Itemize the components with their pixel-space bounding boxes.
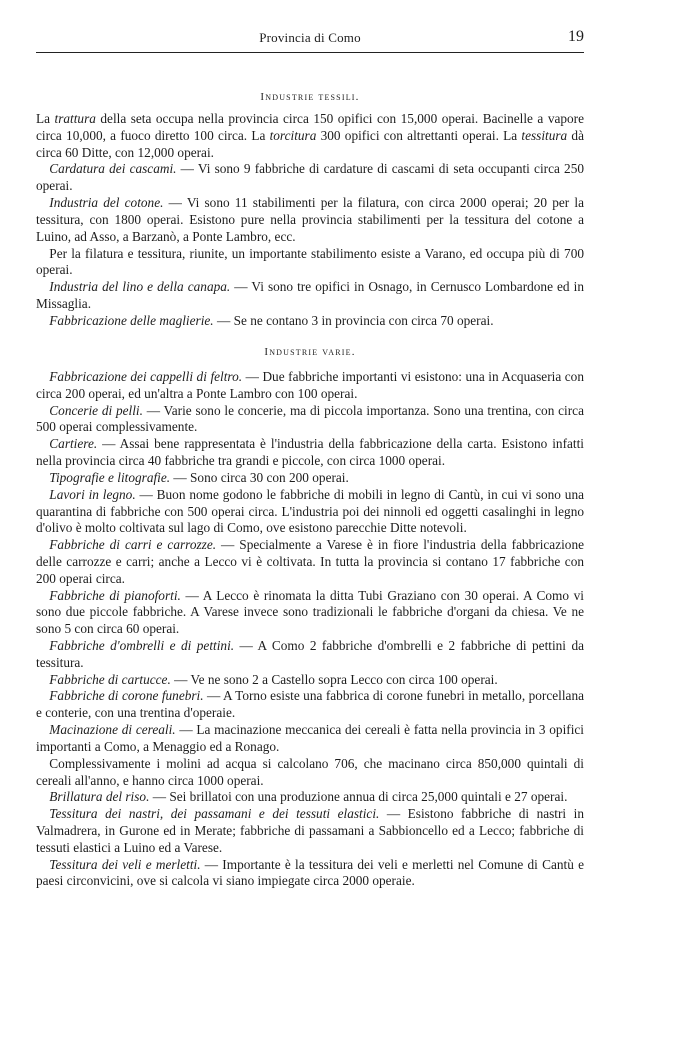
paragraph-text: — A Lecco è rinomata la ditta Tubi Graziano con 30 operai. A Como vi sono due piccole fabbriche. A Varese invece sono tradizionali le fabbriche d'organi da chiesa. Ve ne sono 5 con circa 60 operai.	[36, 587, 584, 637]
paragraph-text: — Sei brillatoi con una produzione annua di circa 25,000 quintali e 27 operai.	[149, 789, 568, 805]
paragraph-tipografie	[36, 470, 584, 487]
paragraph-cotone	[36, 195, 584, 245]
paragraph-corone	[36, 688, 584, 722]
paragraph-text: — Assai bene rappresentata è l'industria della fabbricazione della carta. Esistono infatti nella provincia circa 40 fabbriche tra grandi e piccole, con circa 1000 operai.	[36, 436, 584, 469]
paragraph-text: — Vi sono 9 fabbriche di cardature di cascami di seta occupanti circa 250 operai.	[36, 161, 584, 194]
section-heading-textile: Industrie tessili.	[260, 91, 360, 103]
paragraph-lead: Fabbriche d'ombrelli e di pettini.	[49, 638, 235, 653]
paragraph-lead: Tessitura dei nastri, dei passamani e dei tessuti elastici.	[49, 806, 380, 822]
paragraph-lead: Fabbriche di cartucce.	[49, 671, 171, 687]
paragraph-lead: Cardatura dei cascami.	[49, 161, 177, 177]
text-la: La	[36, 111, 55, 126]
paragraph-lead: Fabbriche di corone funebri.	[49, 688, 204, 704]
paragraph-ombrelli	[36, 638, 584, 672]
term-torcitura: torcitura	[269, 127, 317, 143]
paragraph-text: — Vi sono tre opifici in Osnago, in Cernusco Lombardone ed in Missaglia.	[36, 279, 584, 311]
paragraph-carri	[36, 537, 584, 587]
text-tessitura-rest: dà circa 60 Ditte, con 12,000 operai.	[36, 127, 584, 160]
paragraph-text: — Ve ne sono 2 a Castello sopra Lecco con circa 100 operai.	[170, 671, 498, 687]
paragraph-macinazione	[36, 722, 584, 756]
paragraph-lead: Industria del cotone.	[49, 195, 164, 211]
paragraph-cartiere	[36, 436, 584, 470]
paragraph-text: Per la filatura e tessitura, riunite, un importante stabilimento esiste a Varano, ed occupa più di 700 operai.	[36, 245, 584, 278]
section-body-varie	[36, 369, 584, 890]
term-tessitura: tessitura	[521, 127, 568, 143]
paragraph-text: — Due fabbriche importanti vi esistono: una in Acquaseria con circa 200 operai, ed un'altra a Ponte Lambro con 100 operai.	[36, 369, 584, 401]
text-trattura-rest: della seta occupa nella provincia circa 150 opifici con 15,000 operai. Bacinelle a vapore circa 10,000, a fuoco diretto 100 circa. La	[36, 111, 584, 143]
paragraph-text: — Importante è la tessitura dei veli e merletti nel Comune di Cantù e paesi circonvicini, ove si calcola vi siano impiegate circa 2000 operaie.	[36, 856, 584, 889]
section-body-textile	[36, 111, 584, 330]
header-rule	[36, 52, 584, 53]
paragraph-lead: Concerie di pelli.	[49, 402, 143, 418]
running-head	[36, 28, 584, 48]
paragraph-lead: Industria del lino e della canapa.	[49, 279, 231, 295]
paragraph-riso	[36, 789, 584, 806]
paragraph-lead: Lavori in legno.	[49, 486, 136, 502]
paragraph-lead: Fabbricazione dei cappelli di feltro.	[49, 369, 243, 384]
paragraph-pianoforti	[36, 588, 584, 638]
paragraph-maglierie	[36, 313, 584, 330]
paragraph-lead: Fabbriche di pianoforti.	[49, 587, 181, 603]
paragraph-cartucce	[36, 672, 584, 689]
paragraph-text: — Vi sono 11 stabilimenti per la filatura, con circa 2000 operai; 20 per la tessitura, con 1800 operai. Esistono pure nella provincia stabilimenti per la tessitura del cotone a Luino, ad Asso, a Barzanò, a Ponte Lambro, ecc.	[36, 195, 584, 244]
running-title: Provincia di Como	[259, 30, 361, 45]
paragraph-text: — La macinazione meccanica dei cereali è fatta nella provincia in 3 opifici importanti a Como, a Menaggio ed a Ronago.	[36, 722, 584, 754]
paragraph-legno	[36, 487, 584, 537]
paragraph-concerie	[36, 403, 584, 437]
paragraph-molini	[36, 756, 584, 790]
paragraph-text: Complessivamente i molini ad acqua si calcolano 706, che macinano circa 850,000 quintali di cereali all'anno, e hanno circa 1000 operai.	[36, 755, 584, 788]
paragraph-nastri	[36, 806, 584, 856]
paragraph-lead: Fabbricazione delle maglierie.	[49, 312, 214, 328]
paragraph-lead: Tipografie e litografie.	[49, 469, 171, 485]
paragraph-lead: Fabbriche di carri e carrozze.	[49, 537, 217, 553]
paragraph-lino	[36, 279, 584, 313]
page-number: 19	[568, 28, 584, 45]
paragraph-text: — A Como 2 fabbriche d'ombrelli e 2 fabbriche di pettini da tessitura.	[36, 638, 584, 670]
paragraph-text: — Varie sono le concerie, ma di piccola importanza. Sono una trentina, con circa 500 operai complessivamente.	[36, 402, 584, 435]
paragraph-lead: Macinazione di cereali.	[49, 722, 176, 738]
paragraph-text: — Buon nome godono le fabbriche di mobili in legno di Cantù, in cui vi sono una quarantina di fabbriche con 500 operai circa. L'industria poi dei ninnoli ed oggetti casalinghi in legno d'olivo è molto coltivata sul lago di Como, ove esistono parecchie Ditte notevoli.	[36, 486, 585, 536]
paragraph-lead: Cartiere.	[49, 436, 98, 452]
term-trattura: trattura	[54, 111, 96, 126]
paragraph-text: — Se ne contano 3 in provincia con circa 70 operai.	[213, 312, 494, 328]
text-torcitura-rest: 300 opifici con altrettanti operai. La	[316, 127, 522, 143]
paragraph-lead: Tessitura dei veli e merletti.	[49, 856, 201, 872]
paragraph-cardatura	[36, 161, 584, 195]
paragraph-text: — Specialmente a Varese è in fiore l'industria della fabbricazione delle carrozze e carri; anche a Lecco vi è coltivata. In tutta la provincia si contano 17 fabbriche con 200 operai circa.	[36, 537, 584, 586]
paragraph-filatura	[36, 246, 584, 280]
paragraph-trattura	[36, 111, 584, 161]
paragraph-lead: Brillatura del riso.	[49, 789, 150, 805]
paragraph-text: — Esistono fabbriche di nastri in Valmadrera, in Gurone ed in Merate; fabbriche di passamani a Sabbioncello ed a Lecco; fabbriche di tessuti elastici a Luino ed a Varese.	[36, 806, 584, 855]
paragraph-veli	[36, 857, 584, 891]
paragraph-cappelli	[36, 369, 584, 403]
paragraph-text: — A Torno esiste una fabbrica di corone funebri in metallo, porcellana e conterie, con una trentina d'operaie.	[36, 688, 584, 721]
paragraph-text: — Sono circa 30 con 200 operai.	[170, 469, 349, 485]
section-heading-varie: Industrie varie.	[264, 346, 356, 358]
